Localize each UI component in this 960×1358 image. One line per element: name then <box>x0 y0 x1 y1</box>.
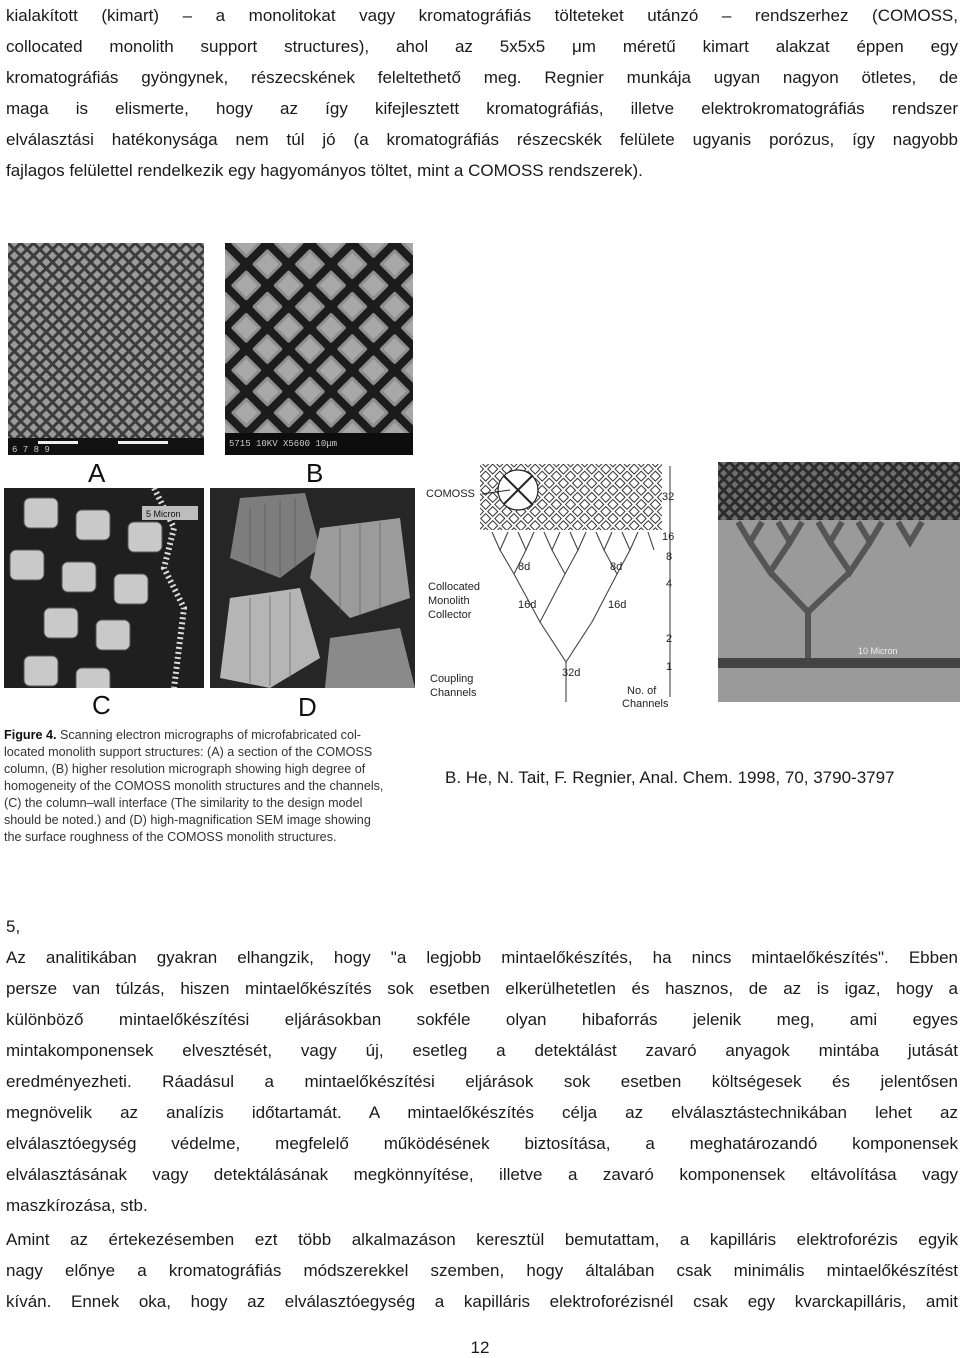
label-comoss: COMOSS <box>426 488 475 500</box>
panel-label-b: B <box>306 458 324 488</box>
caption-line: should be noted.) and (D) high-magnification SEM image showing <box>4 813 371 827</box>
label-coupling-1: Coupling <box>430 673 474 685</box>
text-line: Amint az értekezésemben ezt több alkalmazáson keresztül bemutattam, a kapilláris elektroforézis egyik <box>6 1230 958 1249</box>
last-paragraph <box>6 1224 958 1317</box>
scale-right: 10 Micron <box>858 646 898 656</box>
section-number: 5, <box>6 917 21 936</box>
dim-8d-left: 8d <box>518 561 531 573</box>
caption-title: Figure 4. <box>4 728 57 742</box>
caption-line: (C) the column–wall interface (The similarity to the design model <box>4 796 363 810</box>
sem-image-c <box>4 488 204 688</box>
text-line: elválasztóegység védelme, megfelelő működésének biztosítása, a meghatározandó komponensek <box>6 1134 958 1153</box>
sem-c-scale: 5 Micron <box>146 509 181 519</box>
text-line: különböző mintaelőkészítési eljárásokban sokféle olyan hibaforrás jelenik meg, ami egyes <box>6 1010 958 1029</box>
text-line: collocated monolith support structures), ahol az 5x5x5 μm méretű kimart alakzat éppen egy <box>6 37 958 56</box>
sem-image-b <box>225 243 413 455</box>
text-line: maszkírozása, stb. <box>6 1196 148 1215</box>
text-line: elválasztásának vagy detektálásának megkönnyítése, illetve a zavaró komponensek eltávolítása vagy <box>6 1165 958 1184</box>
panel-label-a: A <box>88 458 106 488</box>
text-line: maga is elismerte, hogy az így kifejlesztett kromatográfiás, illetve elektrokromatográfiás rendszer <box>6 99 958 118</box>
text-line: persze van túlzás, hiszen mintaelőkészítés sok esetben elkerülhetetlen és hasznos, de az is igaz, hogy a <box>6 979 958 998</box>
caption-line: column, (B) higher resolution micrograph showing high degree of <box>4 762 366 776</box>
caption-line: located monolith support structures: (A) a section of the COMOSS <box>4 745 373 759</box>
count-2: 2 <box>666 633 673 645</box>
count-16: 16 <box>662 531 675 543</box>
dim-8d-right: 8d <box>610 561 623 573</box>
label-channels-1: No. of <box>627 685 657 697</box>
label-collocated-2: Monolith <box>428 595 470 607</box>
text-line: fajlagos felülettel rendelkezik egy hagyományos töltet, mint a COMOSS rendszerek). <box>6 161 643 180</box>
sem-image-a <box>8 243 204 455</box>
count-8: 8 <box>666 551 673 563</box>
figure-reference: B. He, N. Tait, F. Regnier, Anal. Chem. 1998, 70, 3790-3797 <box>445 768 895 787</box>
text-line: kíván. Ennek oka, hogy az elválasztóegység a kapilláris elektroforézisnél csak egy kvarckapilláris, amit <box>6 1292 958 1311</box>
dim-16d-right: 16d <box>608 599 627 611</box>
caption-line: the surface roughness of the COMOSS monolith structures. <box>4 830 337 844</box>
text-line: mintakomponensek elvesztését, vagy új, esetleg a detektálást zavaró anyagok mintába jutását <box>6 1041 958 1060</box>
text-line: kialakított (kimart) – a monolitokat vagy kromatográfiás tölteteket utánzó – rendszerhez (COMOSS, <box>6 6 958 25</box>
count-32: 32 <box>662 491 675 503</box>
count-4: 4 <box>666 578 673 590</box>
figure-caption <box>4 727 414 846</box>
panel-label-d: D <box>298 692 317 722</box>
panel-label-c: C <box>92 690 111 720</box>
count-1: 1 <box>666 661 673 673</box>
text-line: nagy előnye a kromatográfiás módszerekkel szemben, hogy általában csak minimális mintaelőkészítést <box>6 1261 958 1280</box>
label-collocated-3: Collector <box>428 609 472 621</box>
label-channels-2: Channels <box>622 698 669 710</box>
sem-image-d <box>210 488 415 688</box>
text-line: elválasztási hatékonysága nem túl jó (a kromatográfiás részecskék felülete ugyanis porózus, így nagyobb <box>6 130 958 149</box>
caption-line: homogeneity of the COMOSS monolith structures and the channels, <box>4 779 384 793</box>
caption-line: Scanning electron micrographs of microfabricated col- <box>59 728 361 742</box>
sem-b-footer: 5715 10KV X5600 10μm <box>229 439 338 449</box>
bottom-paragraph <box>6 942 958 1221</box>
page-number: 12 <box>470 1338 490 1357</box>
sem-image-channels <box>718 462 960 702</box>
text-line: Az analitikában gyakran elhangzik, hogy "a legjobb mintaelőkészítés, ha nincs mintaelőkészítés". Ebben <box>6 948 958 967</box>
text-line: kromatográfiás gyöngynek, részecskének feleltethető meg. Regnier munkája ugyan nagyon ötletes, de <box>6 68 958 87</box>
comoss-schematic <box>422 462 684 712</box>
top-paragraph <box>6 0 958 186</box>
label-collocated-1: Collocated <box>428 581 480 593</box>
sem-a-footer: 6 7 8 9 <box>12 445 50 455</box>
dim-32d: 32d <box>562 667 581 679</box>
text-line: megnövelik az analízis időtartamát. A mintaelőkészítés célja az elválasztástechnikában lehet az <box>6 1103 958 1122</box>
label-coupling-2: Channels <box>430 687 477 699</box>
dim-16d-left: 16d <box>518 599 537 611</box>
text-line: eredményezheti. Ráadásul a mintaelőkészítési eljárások sok esetben költségesek és jelentősen <box>6 1072 958 1091</box>
